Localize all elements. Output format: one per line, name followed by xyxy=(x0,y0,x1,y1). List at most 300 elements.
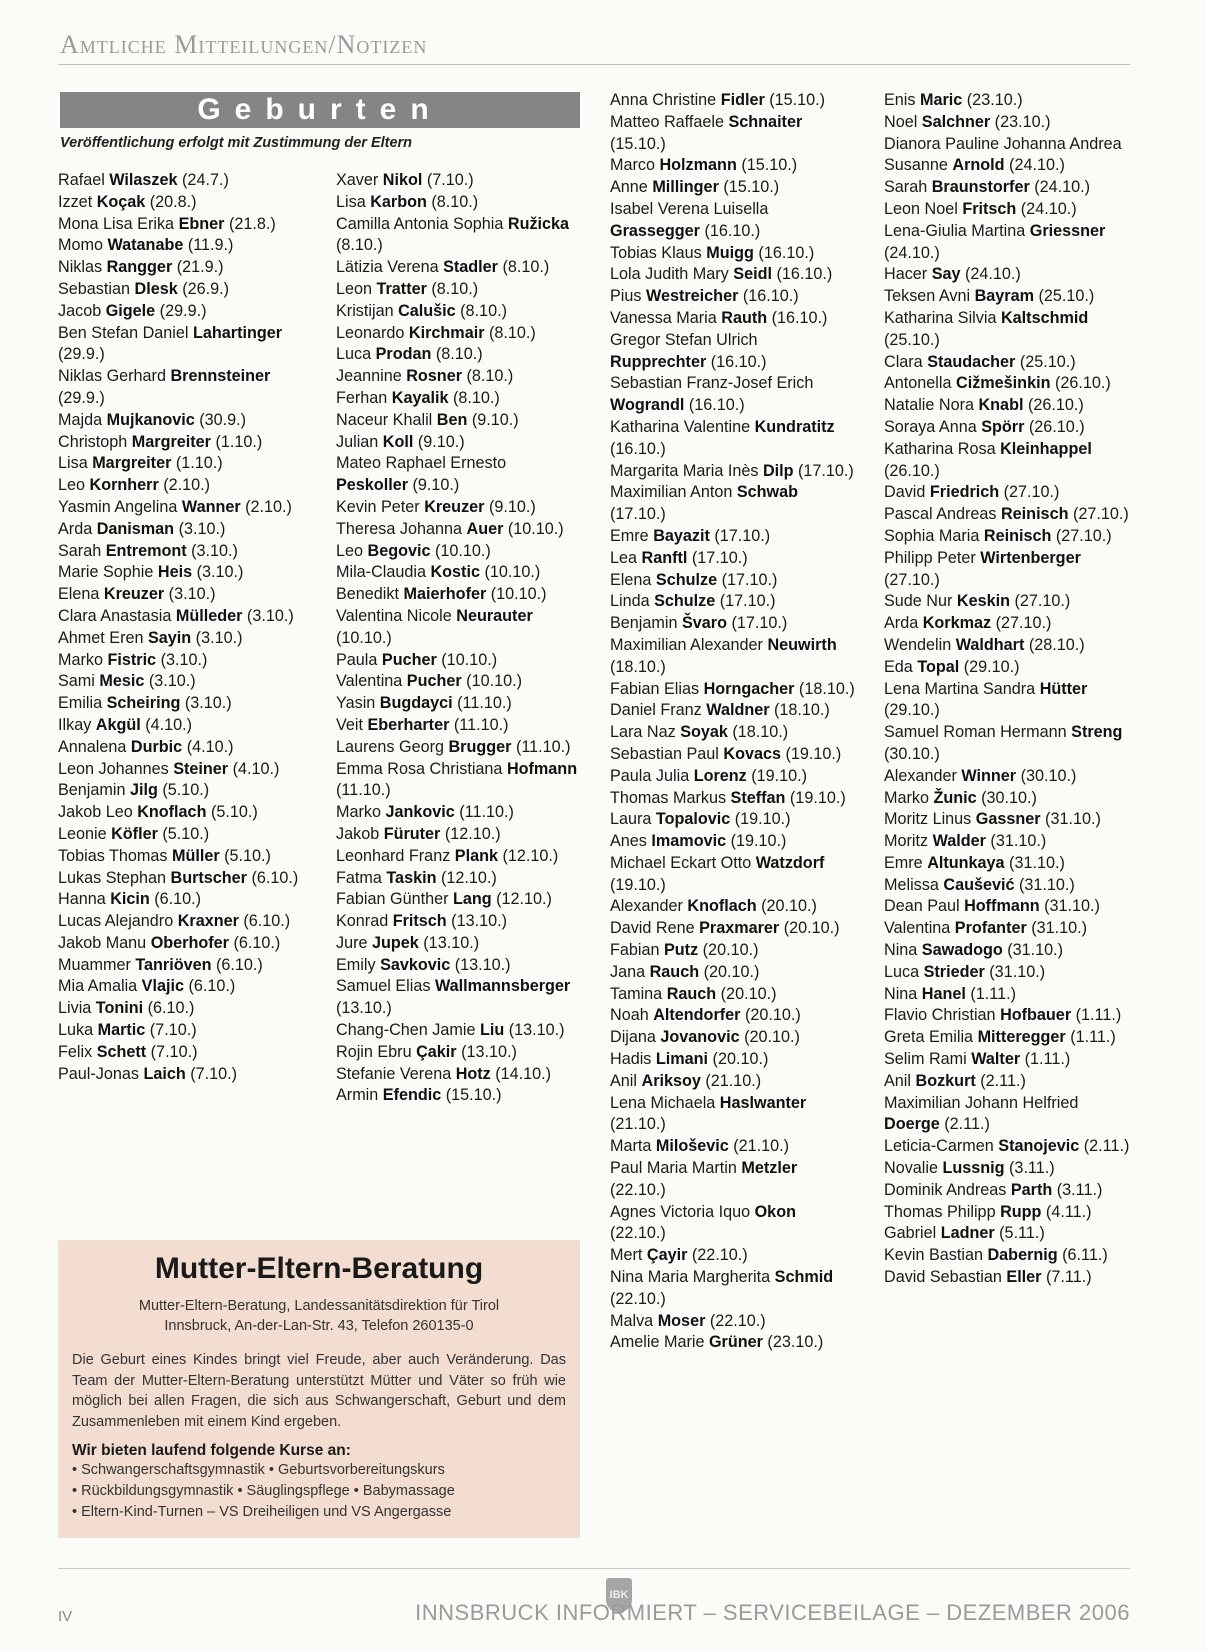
birth-entry-surname: Haslwanter xyxy=(719,1093,807,1112)
birth-entry-surname: Çakir xyxy=(416,1042,457,1061)
birth-entry xyxy=(884,373,1130,395)
birth-entry-surname: Rauch xyxy=(649,962,700,981)
birth-entry-date: (19.10.) xyxy=(785,788,846,807)
birth-entry xyxy=(336,715,582,737)
birth-entry-date: (5.10.) xyxy=(219,846,271,865)
birth-entry-first-names: Soraya Anna xyxy=(884,417,982,436)
birth-entry xyxy=(58,257,306,279)
births-column-1 xyxy=(58,170,306,1085)
birth-entry-first-names: Philipp Peter xyxy=(884,548,981,567)
birth-entry xyxy=(58,170,306,192)
birth-entry-date: (5.10.) xyxy=(157,824,210,843)
birth-entry-surname: Dabernig xyxy=(987,1246,1058,1265)
info-box-address xyxy=(72,1296,566,1336)
birth-entry-first-names: Marko xyxy=(336,803,386,822)
birth-entry-date: (7.10.) xyxy=(422,171,474,189)
birth-entry-date: (4.10.) xyxy=(182,737,234,756)
birth-entry xyxy=(58,802,306,824)
birth-entry xyxy=(58,846,306,868)
birth-entry-first-names: Ben Stefan Daniel xyxy=(58,323,193,342)
info-box-mutter-eltern-beratung xyxy=(58,1240,580,1538)
birth-entry-date: (16.10.) xyxy=(706,352,767,371)
birth-entry-date: (1.11.) xyxy=(1065,1028,1116,1047)
birth-entry-first-names: Jacob xyxy=(58,301,106,320)
birth-entry-surname: Wograndl xyxy=(610,396,685,415)
birth-entry-surname: Moser xyxy=(657,1311,706,1330)
birth-entry-surname: Wanner xyxy=(181,497,241,516)
birth-entry-first-names: Anna Christine xyxy=(610,91,721,109)
birth-entry xyxy=(884,1245,1130,1267)
birth-entry-surname: Profanter xyxy=(954,919,1027,938)
birth-entry-surname: Karbon xyxy=(370,192,427,211)
birth-entry-surname: Brennsteiner xyxy=(170,367,271,386)
birth-entry-surname: Putz xyxy=(664,941,699,960)
birth-entry-surname: Waldhart xyxy=(955,635,1025,654)
birth-entry xyxy=(336,889,582,911)
birth-entry-date: (13.10.) xyxy=(336,999,392,1018)
birth-entry-first-names: Kevin Peter xyxy=(336,497,425,516)
birth-entry xyxy=(58,1020,306,1042)
birth-entry-surname: Rauch xyxy=(666,984,717,1003)
birth-entry-first-names: Agnes Victoria Iquo xyxy=(610,1202,755,1221)
birth-entry xyxy=(884,1027,1130,1049)
birth-entry-first-names: Flavio Christian xyxy=(884,1006,1001,1025)
birth-entry-first-names: Anne xyxy=(610,178,653,197)
birth-entry xyxy=(610,526,856,548)
birth-entry-date: (19.10.) xyxy=(746,766,808,785)
birth-entry-first-names: Lea xyxy=(610,548,642,567)
birth-entry-date: (20.10.) xyxy=(756,897,817,916)
birth-entry-surname: Gigele xyxy=(105,301,156,320)
birth-entry-surname: Grüner xyxy=(708,1333,763,1352)
birth-entry-surname: Knabl xyxy=(978,396,1024,415)
birth-entry-surname: Kayalik xyxy=(391,388,449,407)
birth-entry xyxy=(610,679,856,701)
birth-entry-date: (10.10.) xyxy=(336,628,392,647)
birth-entry-first-names: Kevin Bastian xyxy=(884,1246,988,1265)
birth-entry xyxy=(610,482,856,526)
birth-entry-surname: Maric xyxy=(920,91,963,109)
birth-entry-surname: Okon xyxy=(754,1202,796,1221)
birth-entry-surname: Horngacher xyxy=(703,679,795,698)
birth-entry xyxy=(884,1180,1130,1202)
birth-entry xyxy=(884,1093,1130,1137)
birth-entry-first-names: Katharina Rosa xyxy=(884,439,1001,458)
birth-entry-surname: Griessner xyxy=(1029,221,1106,240)
birth-entry xyxy=(610,788,856,810)
birth-entry-date: (20.10.) xyxy=(740,1006,801,1025)
birth-entry-date: (13.10.) xyxy=(456,1042,517,1061)
birth-entry-surname: Martic xyxy=(97,1021,146,1040)
birth-entry-first-names: Laura xyxy=(610,810,656,829)
birth-entry-first-names: Sarah xyxy=(884,178,932,197)
birth-entry-date: (3.10.) xyxy=(186,541,238,560)
birth-entry-date: (9.10.) xyxy=(413,432,465,451)
birth-entry-surname: Žunic xyxy=(933,788,977,807)
birth-entry-date: (20.8.) xyxy=(145,192,197,211)
birth-entry xyxy=(336,279,582,301)
birth-entry-surname: Müller xyxy=(171,846,220,865)
birth-entry-first-names: Maximilian Johann Helfried xyxy=(884,1093,1079,1112)
birth-entry-surname: Limani xyxy=(655,1050,709,1069)
birth-entry xyxy=(336,976,582,1020)
birth-entry-date: (26.10.) xyxy=(1024,417,1085,436)
birth-entry-date: (31.10.) xyxy=(1004,853,1065,872)
birth-entry-first-names: Lukas Stephan xyxy=(58,868,171,887)
birth-entry-surname: Scheiring xyxy=(106,694,181,713)
birth-entry-surname: Liu xyxy=(479,1021,505,1040)
birth-entry-surname: Köfler xyxy=(111,824,158,843)
birth-entry xyxy=(884,1049,1130,1071)
birth-entry-first-names: Luca xyxy=(336,345,376,364)
birth-entry-surname: Sayin xyxy=(147,628,192,647)
birth-entry xyxy=(58,235,306,257)
birth-entry-first-names: Natalie Nora xyxy=(884,396,979,415)
birth-entry xyxy=(610,940,856,962)
birth-entry xyxy=(884,286,1130,308)
birth-entry-date: (27.10.) xyxy=(991,614,1052,633)
birth-entry-surname: Wilaszek xyxy=(109,171,178,189)
birth-entry xyxy=(58,323,306,367)
birth-entry-surname: Neurauter xyxy=(456,606,533,625)
birth-entry xyxy=(610,199,856,243)
birth-entry-first-names: Michael Eckart Otto xyxy=(610,853,756,872)
birth-entry-first-names: Chang-Chen Jamie xyxy=(336,1021,480,1040)
birth-entry xyxy=(610,918,856,940)
birth-entry xyxy=(610,1158,856,1202)
birth-entry-surname: Margreiter xyxy=(92,454,172,473)
birth-entry-surname: Kreuzer xyxy=(103,585,165,604)
birth-entry-date: (18.10.) xyxy=(610,657,666,676)
birth-entry-date: (19.10.) xyxy=(610,875,666,894)
birth-entry-surname: Rauth xyxy=(721,308,768,327)
birth-entry-surname: Say xyxy=(931,265,961,284)
birth-entry-date: (6.10.) xyxy=(143,999,195,1018)
page-header-title: Amtliche Mitteilungen/Notizen xyxy=(60,30,428,59)
birth-entry-first-names: Christoph xyxy=(58,432,132,451)
birth-entry-surname: Hotz xyxy=(455,1064,491,1083)
birth-entry-surname: Lahartinger xyxy=(193,323,283,342)
birth-entry xyxy=(336,257,582,279)
birth-entry xyxy=(58,868,306,890)
birth-entry-first-names: Lisa xyxy=(336,192,371,211)
birth-entry-first-names: Lisa xyxy=(58,454,93,473)
birth-entry-first-names: Samuel Roman Hermann xyxy=(884,723,1072,742)
birth-entry-first-names: Maximilian Anton xyxy=(610,483,737,502)
birth-entry-surname: Hütter xyxy=(1039,679,1088,698)
birth-entry-surname: Reinisch xyxy=(1000,505,1069,524)
birth-entry-first-names: Dominik Andreas xyxy=(884,1180,1011,1199)
birth-entry xyxy=(336,650,582,672)
birth-entry xyxy=(884,395,1130,417)
birth-entry xyxy=(610,744,856,766)
birth-entry xyxy=(884,352,1130,374)
birth-entry-first-names: Thomas Philipp xyxy=(884,1202,1001,1221)
birth-entry-first-names: Fatma xyxy=(336,868,387,887)
birth-entry-date: (21.10.) xyxy=(610,1115,666,1134)
birth-entry-date: (2.10.) xyxy=(240,497,292,516)
birth-entry-first-names: Alexander xyxy=(884,766,962,785)
birth-entry xyxy=(884,134,1130,178)
birth-entry-date: (31.10.) xyxy=(985,832,1047,851)
birth-entry-first-names: Ferhan xyxy=(336,388,392,407)
birth-entry-date: (20.10.) xyxy=(699,962,760,981)
birth-entry-surname: Jilg xyxy=(129,781,158,800)
birth-entry xyxy=(610,286,856,308)
birth-entry-date: (30.10.) xyxy=(884,744,940,763)
birth-entry-surname: Plank xyxy=(454,846,498,865)
birth-entry-first-names: Marco xyxy=(610,156,660,175)
birth-entry xyxy=(336,759,582,803)
birth-entry xyxy=(336,1085,582,1107)
birth-entry-surname: Pucher xyxy=(381,650,437,669)
birth-entry-first-names: Marta xyxy=(610,1137,656,1156)
birth-entry-first-names: Annalena xyxy=(58,737,131,756)
birth-entry-surname: Ben xyxy=(436,410,468,429)
birth-entry-surname: Walder xyxy=(932,832,986,851)
birth-entry-surname: Staudacher xyxy=(927,352,1016,371)
birth-entry-first-names: Nina xyxy=(884,984,922,1003)
birth-entry-first-names: Xaver xyxy=(336,171,383,189)
birth-entry-surname: Vlajic xyxy=(141,977,184,996)
birth-entry xyxy=(336,301,582,323)
birth-entry-first-names: Linda xyxy=(610,592,655,611)
birth-entry-date: (27.10.) xyxy=(884,570,940,589)
birth-entry-first-names: Niklas xyxy=(58,258,107,277)
birth-entry xyxy=(884,831,1130,853)
birth-entry xyxy=(884,221,1130,265)
birth-entry-first-names: Valentina Nicole xyxy=(336,606,457,625)
birth-entry-first-names: Ilkay xyxy=(58,715,96,734)
birth-entry-surname: Mitteregger xyxy=(977,1028,1066,1047)
birth-entry xyxy=(58,366,306,410)
birth-entry-first-names: Valentina xyxy=(336,672,407,691)
birth-entry-first-names: Leonhard Franz xyxy=(336,846,455,865)
birth-entry-date: (4.10.) xyxy=(228,759,280,778)
birth-entry-first-names: Emre xyxy=(884,853,928,872)
info-box-text: Die Geburt eines Kindes bringt viel Freude, aber auch Veränderung. Das Team der Mutter-Eltern-Beratung unterstützt Mütter und Väter so früh wie möglich bei allen Fragen, die sich aus Schwangerschaft, Geburt und dem Zusammenleben mit einem Kind ergeben. xyxy=(72,1352,566,1430)
page-number: IV xyxy=(58,1608,73,1625)
birth-entry-date: (16.10.) xyxy=(738,287,799,306)
birth-entry-first-names: Stefanie Verena xyxy=(336,1064,456,1083)
birth-entry-first-names: Alexander xyxy=(610,897,688,916)
birth-entry xyxy=(58,1064,306,1086)
birth-entry-date: (24.10.) xyxy=(960,265,1021,284)
birth-entry-date: (26.10.) xyxy=(884,461,940,480)
birth-entry-surname: Mujkanovic xyxy=(106,410,195,429)
city-emblem-icon: IBK xyxy=(606,1578,632,1612)
birth-entry-surname: Stadler xyxy=(443,258,498,277)
birth-entry-first-names: David xyxy=(884,483,930,502)
birth-entry-surname: Watanabe xyxy=(107,236,184,255)
birth-entry-surname: Walter xyxy=(971,1050,1021,1069)
birth-entry xyxy=(884,1158,1130,1180)
birth-entry xyxy=(58,933,306,955)
birth-entry-date: (3.11.) xyxy=(1052,1180,1103,1199)
birth-entry-surname: Strieder xyxy=(923,962,985,981)
birth-entry-surname: Schulze xyxy=(654,592,716,611)
birth-entry-surname: Kaltschmid xyxy=(1000,308,1089,327)
birth-entry-first-names: Clara xyxy=(884,352,928,371)
birth-entry xyxy=(884,177,1130,199)
birth-entry-date: (23.10.) xyxy=(990,112,1051,131)
birth-entry-date: (11.10.) xyxy=(454,803,514,822)
birth-entry-date: (3.10.) xyxy=(144,672,196,691)
birth-entry-date: (3.10.) xyxy=(242,606,294,625)
birth-entry-surname: Laich xyxy=(143,1064,186,1083)
birth-entry-surname: Arnold xyxy=(952,156,1005,175)
birth-entry xyxy=(884,504,1130,526)
birth-entry-first-names: Vanessa Maria xyxy=(610,308,722,327)
birth-entry-first-names: Leo xyxy=(336,541,368,560)
birth-entry xyxy=(884,548,1130,592)
birth-entry-first-names: Jakob Manu xyxy=(58,933,151,952)
birth-entry-surname: Hofbauer xyxy=(1000,1006,1072,1025)
birth-entry-date: (8.10.) xyxy=(426,192,479,211)
course-line: • Eltern-Kind-Turnen – VS Dreiheiligen und VS Angergasse xyxy=(72,1504,452,1520)
birth-entry-date: (13.10.) xyxy=(418,933,480,952)
birth-entry-date: (15.10.) xyxy=(736,156,798,175)
header-divider xyxy=(58,64,1130,65)
birth-entry-first-names: Julian xyxy=(336,432,383,451)
birth-entry-date: (25.10.) xyxy=(884,330,940,349)
birth-entry-first-names: Jakob xyxy=(336,824,384,843)
birth-entry-first-names: Jakob Leo xyxy=(58,803,138,822)
birth-entry-first-names: Moritz Linus xyxy=(884,810,976,829)
birth-entry-surname: Akgül xyxy=(95,715,141,734)
birth-entry xyxy=(336,192,582,214)
birth-entry-surname: Oberhofer xyxy=(150,933,229,952)
birth-entry-date: (5.10.) xyxy=(206,803,258,822)
birth-entry-first-names: Hanna xyxy=(58,890,111,909)
birth-entry xyxy=(336,170,582,192)
birth-entry-date: (29.10.) xyxy=(959,657,1020,676)
birth-entry xyxy=(884,591,1130,613)
birth-entry-date: (11.10.) xyxy=(511,737,571,756)
birth-entry-first-names: Dean Paul xyxy=(884,897,965,916)
birth-entry-surname: Salchner xyxy=(921,112,991,131)
birth-entry-date: (27.10.) xyxy=(1051,526,1112,545)
birth-entry-date: (15.10.) xyxy=(718,178,780,197)
birth-entry-first-names: Felix xyxy=(58,1042,97,1061)
birth-entry-first-names: Tamina xyxy=(610,984,667,1003)
birth-entry-date: (7.10.) xyxy=(146,1042,198,1061)
course-line: • Rückbildungsgymnastik • Säuglingspflege • Babymassage xyxy=(72,1483,455,1499)
birth-entry-surname: Spörr xyxy=(981,417,1025,436)
birth-entry-date: (20.10.) xyxy=(739,1028,800,1047)
birth-entry-date: (1.10.) xyxy=(171,454,223,473)
births-column-4 xyxy=(884,90,1130,1289)
birth-entry xyxy=(58,1042,306,1064)
birth-entry-date: (6.11.) xyxy=(1057,1246,1108,1265)
birth-entry-first-names: Izzet xyxy=(58,192,97,211)
birth-entry xyxy=(58,562,306,584)
birth-entry xyxy=(336,541,582,563)
birth-entry-surname: Ružicka xyxy=(507,214,570,233)
birth-entry-surname: Braunstorfer xyxy=(931,178,1030,197)
birth-entry-surname: Schett xyxy=(96,1042,147,1061)
birth-entry xyxy=(884,1071,1130,1093)
birth-entry-surname: Reinisch xyxy=(983,526,1052,545)
birth-entry-date: (24.7.) xyxy=(177,171,229,189)
birth-entry-date: (30.9.) xyxy=(194,410,247,429)
birth-entry-date: (29.9.) xyxy=(58,345,105,364)
birth-entry-surname: Füruter xyxy=(383,824,441,843)
birth-entry-surname: Maierhofer xyxy=(403,585,487,604)
birth-entry-first-names: Camilla Antonia Sophia xyxy=(336,214,508,233)
birth-entry-date: (17.10.) xyxy=(726,614,788,633)
birth-entry-first-names: Mert xyxy=(610,1246,647,1265)
birth-entry-surname: Kreuzer xyxy=(424,497,485,516)
birth-entry-date: (21.8.) xyxy=(224,214,276,233)
birth-entry-surname: Heis xyxy=(157,563,193,582)
birth-entry-first-names: Katharina Silvia xyxy=(884,308,1001,327)
birth-entry-surname: Hanel xyxy=(921,984,966,1003)
birth-entry xyxy=(884,90,1130,112)
birth-entry xyxy=(336,868,582,890)
birth-entry-surname: Dlesk xyxy=(134,279,178,298)
birth-entry xyxy=(336,606,582,650)
birth-entry-date: (9.10.) xyxy=(408,476,460,495)
birth-entry xyxy=(58,759,306,781)
birth-entry-date: (31.10.) xyxy=(984,962,1046,981)
birth-entry xyxy=(610,330,856,374)
birth-entry-first-names: Moritz xyxy=(884,832,933,851)
birth-entry-date: (3.10.) xyxy=(192,563,244,582)
birth-entry-surname: Kleinhappel xyxy=(1000,439,1092,458)
birth-entry-first-names: Hacer xyxy=(884,265,932,284)
birth-entry-surname: Tonini xyxy=(95,999,144,1018)
birth-entry-date: (16.10.) xyxy=(684,396,745,415)
birth-entry xyxy=(610,984,856,1006)
birth-entry-date: (23.10.) xyxy=(762,1333,824,1352)
birth-entry-surname: Millinger xyxy=(652,178,719,197)
birth-entry xyxy=(58,955,306,977)
birth-entry-first-names: Gregor Stefan Ulrich xyxy=(610,330,758,349)
birth-entry-date: (4.11.) xyxy=(1041,1202,1092,1221)
birth-entry-surname: Bayram xyxy=(974,287,1034,306)
birth-entry-first-names: Paula Julia xyxy=(610,766,694,785)
birth-entry-date: (3.10.) xyxy=(180,694,232,713)
birth-entry-surname: Peskoller xyxy=(336,476,408,495)
birth-entry-first-names: Kristijan xyxy=(336,301,399,320)
birth-entry-surname: Soyak xyxy=(680,723,728,742)
birth-entry-surname: Rosner xyxy=(406,367,462,386)
birth-entry-date: (7.10.) xyxy=(185,1064,238,1083)
birth-entry-first-names: Sophia Maria xyxy=(884,526,984,545)
birth-entry-date: (6.10.) xyxy=(183,977,236,996)
birth-entry xyxy=(610,308,856,330)
birth-entry-first-names: Emre xyxy=(610,526,654,545)
birth-entry-first-names: Veit xyxy=(336,715,368,734)
birth-entry xyxy=(610,1005,856,1027)
birth-entry-first-names: Theresa Johanna xyxy=(336,519,467,538)
birth-entry xyxy=(884,788,1130,810)
births-column-2 xyxy=(336,170,582,1107)
birth-entry-surname: Ariksoy xyxy=(641,1071,701,1090)
birth-entry xyxy=(610,853,856,897)
birth-entry xyxy=(610,1049,856,1071)
birth-entry-first-names: Yasmin Angelina xyxy=(58,497,182,516)
birth-entry-surname: Margreiter xyxy=(131,432,211,451)
birth-entry xyxy=(610,570,856,592)
births-column-3 xyxy=(610,90,856,1354)
birth-entry-date: (16.10.) xyxy=(699,221,761,240)
birth-entry-date: (8.10.) xyxy=(336,236,383,255)
birth-entry-first-names: Wendelin xyxy=(884,635,956,654)
birth-entry-date: (17.10.) xyxy=(610,505,666,524)
birth-entry-surname: Watzdorf xyxy=(755,853,825,872)
